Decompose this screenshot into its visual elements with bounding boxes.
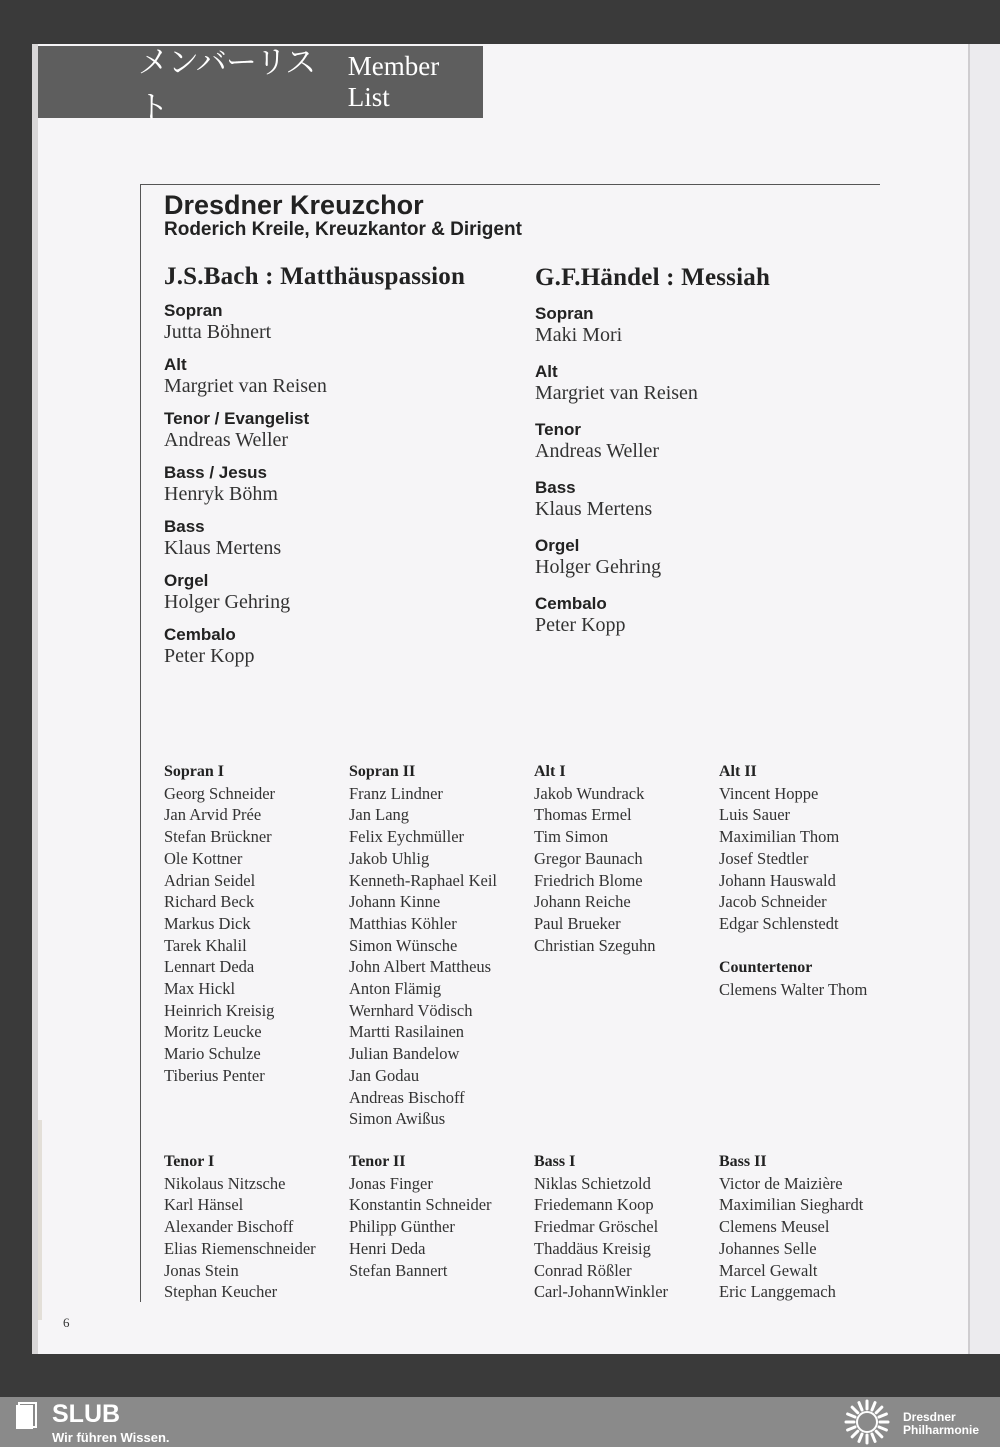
soloist-role: Tenor — [535, 420, 581, 439]
choir-name: Dresdner Kreuzchor — [164, 190, 424, 220]
header-title-en: Member List — [347, 51, 440, 112]
soloist-role: Tenor / Evangelist — [164, 409, 310, 428]
member-name: Matthias Köhler — [349, 913, 457, 933]
member-name: Jacob Schneider — [719, 892, 827, 912]
member-name: Clemens Meusel — [719, 1217, 830, 1237]
logo-ray — [879, 1414, 886, 1417]
soloist-role: Alt — [164, 355, 187, 374]
logo-ray — [872, 1403, 875, 1410]
member-name: Thaddäus Kreisig — [534, 1238, 651, 1258]
member-name: Edgar Schlenstedt — [719, 913, 839, 933]
member-name: Franz Lindner — [349, 783, 443, 803]
soloist-role: Sopran — [535, 304, 594, 323]
soloist-entry — [164, 301, 524, 344]
section-title: Tenor II — [349, 1153, 406, 1170]
member-name: Moritz Leucke — [164, 1022, 262, 1042]
soloist-entry — [164, 463, 524, 506]
member-name: Johann Hauswald — [719, 870, 836, 890]
member-name: Julian Bandelow — [349, 1044, 460, 1064]
soloist-entry — [535, 594, 895, 637]
section-bass-1 — [534, 1151, 714, 1303]
logo-ray — [852, 1431, 858, 1437]
member-name: Karl Hänsel — [164, 1195, 244, 1215]
section-title: Tenor I — [164, 1153, 215, 1170]
soloist-entry — [535, 304, 895, 347]
section-title: Countertenor — [719, 959, 813, 976]
partner-name-line2: Philharmonie — [903, 1423, 980, 1437]
section-title: Alt I — [534, 763, 566, 780]
section-sopran-2 — [349, 761, 529, 1130]
section-tenor-1 — [164, 1151, 344, 1303]
soloist-entry — [164, 517, 524, 560]
member-name: Konstantin Schneider — [349, 1195, 492, 1215]
soloist-role: Cembalo — [535, 594, 607, 613]
member-name: Gregor Baunach — [534, 848, 643, 868]
member-name: Stefan Brückner — [164, 827, 272, 847]
logo-ray — [872, 1434, 875, 1441]
work-bach — [164, 263, 524, 668]
member-name: Georg Schneider — [164, 783, 276, 803]
logo-ray — [848, 1414, 855, 1417]
section-title: Bass I — [534, 1153, 576, 1170]
soloist-entry — [535, 478, 895, 521]
soloist-name: Andreas Weller — [535, 440, 660, 462]
soloist-entry — [535, 536, 895, 579]
binding-crease — [38, 1120, 42, 1320]
member-name: Maximilian Sieghardt — [719, 1195, 864, 1215]
soloist-name: Peter Kopp — [535, 614, 626, 636]
member-name: Andreas Bischoff — [349, 1087, 465, 1107]
member-name: Jan Godau — [349, 1065, 420, 1085]
member-name: Tarek Khalil — [164, 935, 247, 955]
member-name: Jakob Uhlig — [349, 848, 430, 868]
member-name: Lennart Deda — [164, 957, 255, 977]
member-name: Johann Reiche — [534, 892, 631, 912]
section-title: Alt II — [719, 763, 757, 780]
member-name: Victor de Maizière — [719, 1173, 843, 1193]
soloist-entry — [164, 625, 524, 668]
member-name: Philipp Günther — [349, 1217, 455, 1237]
soloist-role: Orgel — [535, 536, 580, 555]
adjacent-page-edge — [968, 44, 1000, 1354]
book-icon — [14, 1402, 40, 1432]
member-name: Tiberius Penter — [164, 1065, 265, 1085]
member-name: Thomas Ermel — [534, 805, 632, 825]
soloist-name: Maki Mori — [535, 324, 623, 346]
work-title: G.F.Händel : Messiah — [535, 264, 771, 291]
member-name: Simon Awißus — [349, 1109, 446, 1129]
member-name: Henri Deda — [349, 1238, 426, 1258]
member-name: Friedmar Gröschel — [534, 1217, 659, 1237]
soloist-role: Orgel — [164, 571, 209, 590]
soloist-name: Andreas Weller — [164, 429, 289, 451]
member-name: Ole Kottner — [164, 848, 243, 868]
member-name: Luis Sauer — [719, 805, 791, 825]
member-name: Eric Langgemach — [719, 1282, 836, 1302]
logo-ray — [876, 1407, 882, 1413]
choir-conductor: Roderich Kreile, Kreuzkantor & Dirigent — [164, 219, 522, 240]
member-name: Conrad Rößler — [534, 1260, 632, 1280]
member-name: Johannes Selle — [719, 1238, 817, 1258]
soloist-entry — [164, 409, 524, 452]
slub-logo-text: SLUB — [52, 1400, 121, 1428]
soloist-role: Cembalo — [164, 625, 236, 644]
member-name: Jonas Stein — [164, 1260, 239, 1280]
member-name: Richard Beck — [164, 892, 255, 912]
member-name: Stephan Keucher — [164, 1282, 278, 1302]
section-title: Sopran I — [164, 763, 225, 780]
member-name: Jonas Finger — [349, 1173, 433, 1193]
member-name: Simon Wünsche — [349, 935, 458, 955]
logo-ray — [848, 1427, 855, 1430]
sunburst-logo-icon — [842, 1399, 892, 1445]
member-name: Felix Eychmüller — [349, 827, 465, 847]
member-name: Alexander Bischoff — [164, 1217, 294, 1237]
partner-name-line1: Dresdner — [903, 1410, 956, 1424]
member-name: Nikolaus Nitzsche — [164, 1173, 286, 1193]
member-name: Markus Dick — [164, 913, 251, 933]
member-name: Adrian Seidel — [164, 870, 256, 890]
member-name: Elias Riemenschneider — [164, 1238, 316, 1258]
soloist-role: Bass — [535, 478, 576, 497]
soloist-entry — [535, 362, 895, 405]
section-bass-2 — [719, 1151, 899, 1303]
soloist-entry — [535, 420, 895, 463]
member-name: Johann Kinne — [349, 892, 441, 912]
section-alt-2 — [719, 761, 899, 935]
partner-logo-text — [903, 1411, 979, 1437]
member-name: Wernhard Vödisch — [349, 1000, 473, 1020]
work-handel — [535, 264, 895, 637]
member-name: Christian Szeguhn — [534, 935, 656, 955]
soloist-name: Holger Gehring — [535, 556, 662, 578]
member-name: Friedrich Blome — [534, 870, 643, 890]
soloist-entry — [164, 355, 524, 398]
soloist-name: Peter Kopp — [164, 645, 255, 667]
soloist-name: Margriet van Reisen — [164, 375, 327, 397]
header-title-ja: メンバーリスト — [138, 45, 316, 126]
member-name: Niklas Schietzold — [534, 1173, 651, 1193]
section-title: Bass II — [719, 1153, 767, 1170]
member-name: Anton Flämig — [349, 979, 442, 999]
member-name: Heinrich Kreisig — [164, 1000, 275, 1020]
frame-line-left — [140, 184, 141, 1302]
page-number: 6 — [63, 1315, 70, 1330]
logo-ray — [876, 1431, 882, 1437]
member-name: Friedemann Koop — [534, 1195, 654, 1215]
soloist-role: Sopran — [164, 301, 223, 320]
soloist-name: Henryk Böhm — [164, 483, 278, 505]
member-name: Jan Arvid Prée — [164, 805, 262, 825]
soloist-name: Margriet van Reisen — [535, 382, 698, 404]
soloist-role: Bass / Jesus — [164, 463, 268, 482]
member-name: Tim Simon — [534, 827, 609, 847]
section-title: Sopran II — [349, 763, 416, 780]
member-name: Josef Stedtler — [719, 848, 809, 868]
soloist-name: Holger Gehring — [164, 591, 291, 613]
work-title: J.S.Bach : Matthäuspassion — [164, 263, 466, 290]
soloist-entry — [164, 571, 524, 614]
page-header-bar — [38, 45, 483, 126]
logo-ray — [879, 1427, 886, 1430]
section-countertenor — [719, 957, 899, 1000]
member-name: Kenneth-Raphael Keil — [349, 870, 497, 890]
member-name: Jan Lang — [349, 805, 410, 825]
member-name: Paul Brueker — [534, 913, 621, 933]
member-name: Marcel Gewalt — [719, 1260, 818, 1280]
slub-tagline: Wir führen Wissen. — [52, 1430, 170, 1445]
member-name: Jakob Wundrack — [534, 783, 645, 803]
section-alt-1 — [534, 761, 714, 956]
member-name: Carl-JohannWinkler — [534, 1282, 669, 1302]
member-name: Martti Rasilainen — [349, 1022, 465, 1042]
member-name: John Albert Mattheus — [349, 957, 492, 977]
member-name: Stefan Bannert — [349, 1260, 448, 1280]
soloist-name: Jutta Böhnert — [164, 321, 272, 343]
soloist-role: Alt — [535, 362, 558, 381]
logo-ray — [859, 1403, 862, 1410]
member-name: Vincent Hoppe — [719, 783, 819, 803]
logo-ray — [852, 1407, 858, 1413]
soloist-name: Klaus Mertens — [535, 498, 653, 520]
member-name: Mario Schulze — [164, 1044, 261, 1064]
frame-line-top — [140, 184, 880, 185]
member-name: Max Hickl — [164, 979, 236, 999]
soloist-role: Bass — [164, 517, 205, 536]
member-name: Maximilian Thom — [719, 827, 840, 847]
logo-ray — [859, 1434, 862, 1441]
soloist-name: Klaus Mertens — [164, 537, 282, 559]
section-tenor-2 — [349, 1151, 529, 1281]
member-name: Clemens Walter Thom — [719, 979, 868, 999]
section-sopran-1 — [164, 761, 344, 1087]
